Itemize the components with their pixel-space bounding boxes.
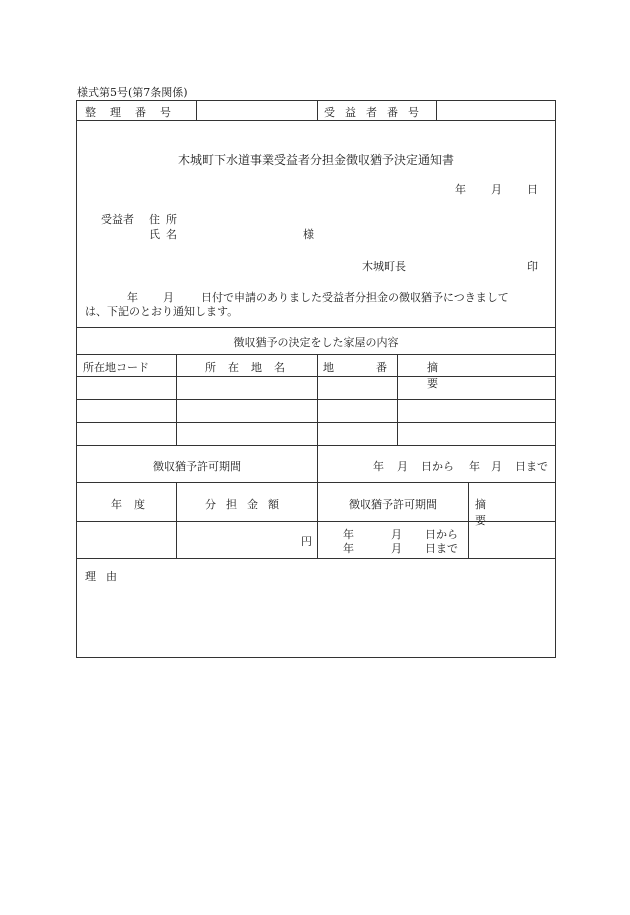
property-col-remarks: 摘要 xyxy=(427,361,518,390)
property-cell-r1-location[interactable] xyxy=(178,378,316,398)
reg-number-label: 整理番号 xyxy=(85,106,185,119)
share-cell-remarks[interactable] xyxy=(470,523,554,557)
share-row-bottom xyxy=(77,558,555,559)
property-row-line-3 xyxy=(77,422,555,423)
share-yen-unit: 円 xyxy=(301,535,312,548)
period-col-divider xyxy=(317,445,318,482)
form-number-label: 様式第5号(第7条関係) xyxy=(77,86,188,99)
property-cell-r3-remarks[interactable] xyxy=(399,424,554,444)
property-cell-r2-lot[interactable] xyxy=(319,401,396,421)
date-day: 日 xyxy=(527,183,538,196)
period-row-bottom xyxy=(77,482,555,483)
share-to-month: 月 xyxy=(391,542,402,555)
body-year: 年 xyxy=(127,291,138,304)
body-month: 月 xyxy=(163,291,174,304)
share-from-year: 年 xyxy=(343,528,354,541)
beneficiary-number-field[interactable] xyxy=(438,102,553,118)
share-cell-year[interactable] xyxy=(78,523,175,557)
header-col-divider-1 xyxy=(196,101,197,120)
share-col-divider-3 xyxy=(468,482,469,558)
share-col-divider-1 xyxy=(176,482,177,558)
notice-form-frame xyxy=(76,100,556,658)
sama-suffix: 様 xyxy=(303,228,314,241)
property-col-lot: 地番 xyxy=(323,361,429,374)
share-cell-amount[interactable] xyxy=(178,523,316,557)
property-cell-r3-location[interactable] xyxy=(178,424,316,444)
property-cell-r1-remarks[interactable] xyxy=(399,378,554,398)
period-to-suffix: 日まで xyxy=(515,460,548,473)
header-col-divider-2 xyxy=(317,101,318,120)
property-cell-r2-remarks[interactable] xyxy=(399,401,554,421)
property-cell-r1-code[interactable] xyxy=(78,378,175,398)
property-header-top xyxy=(77,354,555,355)
issuer-label: 木城町長 xyxy=(362,260,406,273)
property-cell-r3-lot[interactable] xyxy=(319,424,396,444)
period-from-year: 年 xyxy=(373,460,384,473)
reason-label: 理由 xyxy=(85,570,127,583)
beneficiary-label: 受益者 xyxy=(101,213,134,226)
notice-title: 木城町下水道事業受益者分担金徴収猶予決定通知書 xyxy=(177,153,454,167)
share-col-remarks: 摘要 xyxy=(475,498,536,527)
period-label: 徴収猶予許可期間 xyxy=(153,460,241,473)
seal-mark: 印 xyxy=(527,260,538,273)
property-col-code: 所在地コード xyxy=(83,361,149,374)
property-col-divider-1 xyxy=(176,354,177,445)
date-year: 年 xyxy=(455,183,466,196)
period-to-year: 年 xyxy=(469,460,480,473)
reg-number-field[interactable] xyxy=(198,102,315,118)
property-row-line-2 xyxy=(77,399,555,400)
reason-field[interactable] xyxy=(78,585,554,655)
period-to-month: 月 xyxy=(491,460,502,473)
property-section-title: 徴収猶予の決定をした家屋の内容 xyxy=(233,336,399,349)
date-month: 月 xyxy=(491,183,502,196)
share-col-period: 徴収猶予許可期間 xyxy=(349,498,437,511)
name-label: 氏名 xyxy=(149,228,183,241)
body-line-2: は、下記のとおり通知します。 xyxy=(85,305,239,318)
address-label: 住所 xyxy=(149,213,183,226)
header-col-divider-3 xyxy=(436,101,437,120)
beneficiary-number-label: 受益者番号 xyxy=(324,106,429,119)
property-col-location: 所在地名 xyxy=(205,361,297,374)
period-row-top xyxy=(77,445,555,446)
period-from-suffix: 日から xyxy=(421,460,454,473)
header-divider xyxy=(77,120,555,121)
share-to-year: 年 xyxy=(343,542,354,555)
period-from-month: 月 xyxy=(397,460,408,473)
property-col-divider-2 xyxy=(317,354,318,445)
property-cell-r3-code[interactable] xyxy=(78,424,175,444)
share-from-suffix: 日から xyxy=(425,528,458,541)
share-col-year: 年度 xyxy=(111,498,157,511)
property-cell-r2-location[interactable] xyxy=(178,401,316,421)
property-cell-r1-lot[interactable] xyxy=(319,378,396,398)
share-col-divider-2 xyxy=(317,482,318,558)
body-line-1: 日付で申請のありました受益者分担金の徴収猶予につきまして xyxy=(201,291,509,304)
property-cell-r2-code[interactable] xyxy=(78,401,175,421)
share-from-month: 月 xyxy=(391,528,402,541)
property-section-top xyxy=(77,327,555,328)
share-to-suffix: 日まで xyxy=(425,542,458,555)
share-col-amount: 分担金額 xyxy=(205,498,289,511)
